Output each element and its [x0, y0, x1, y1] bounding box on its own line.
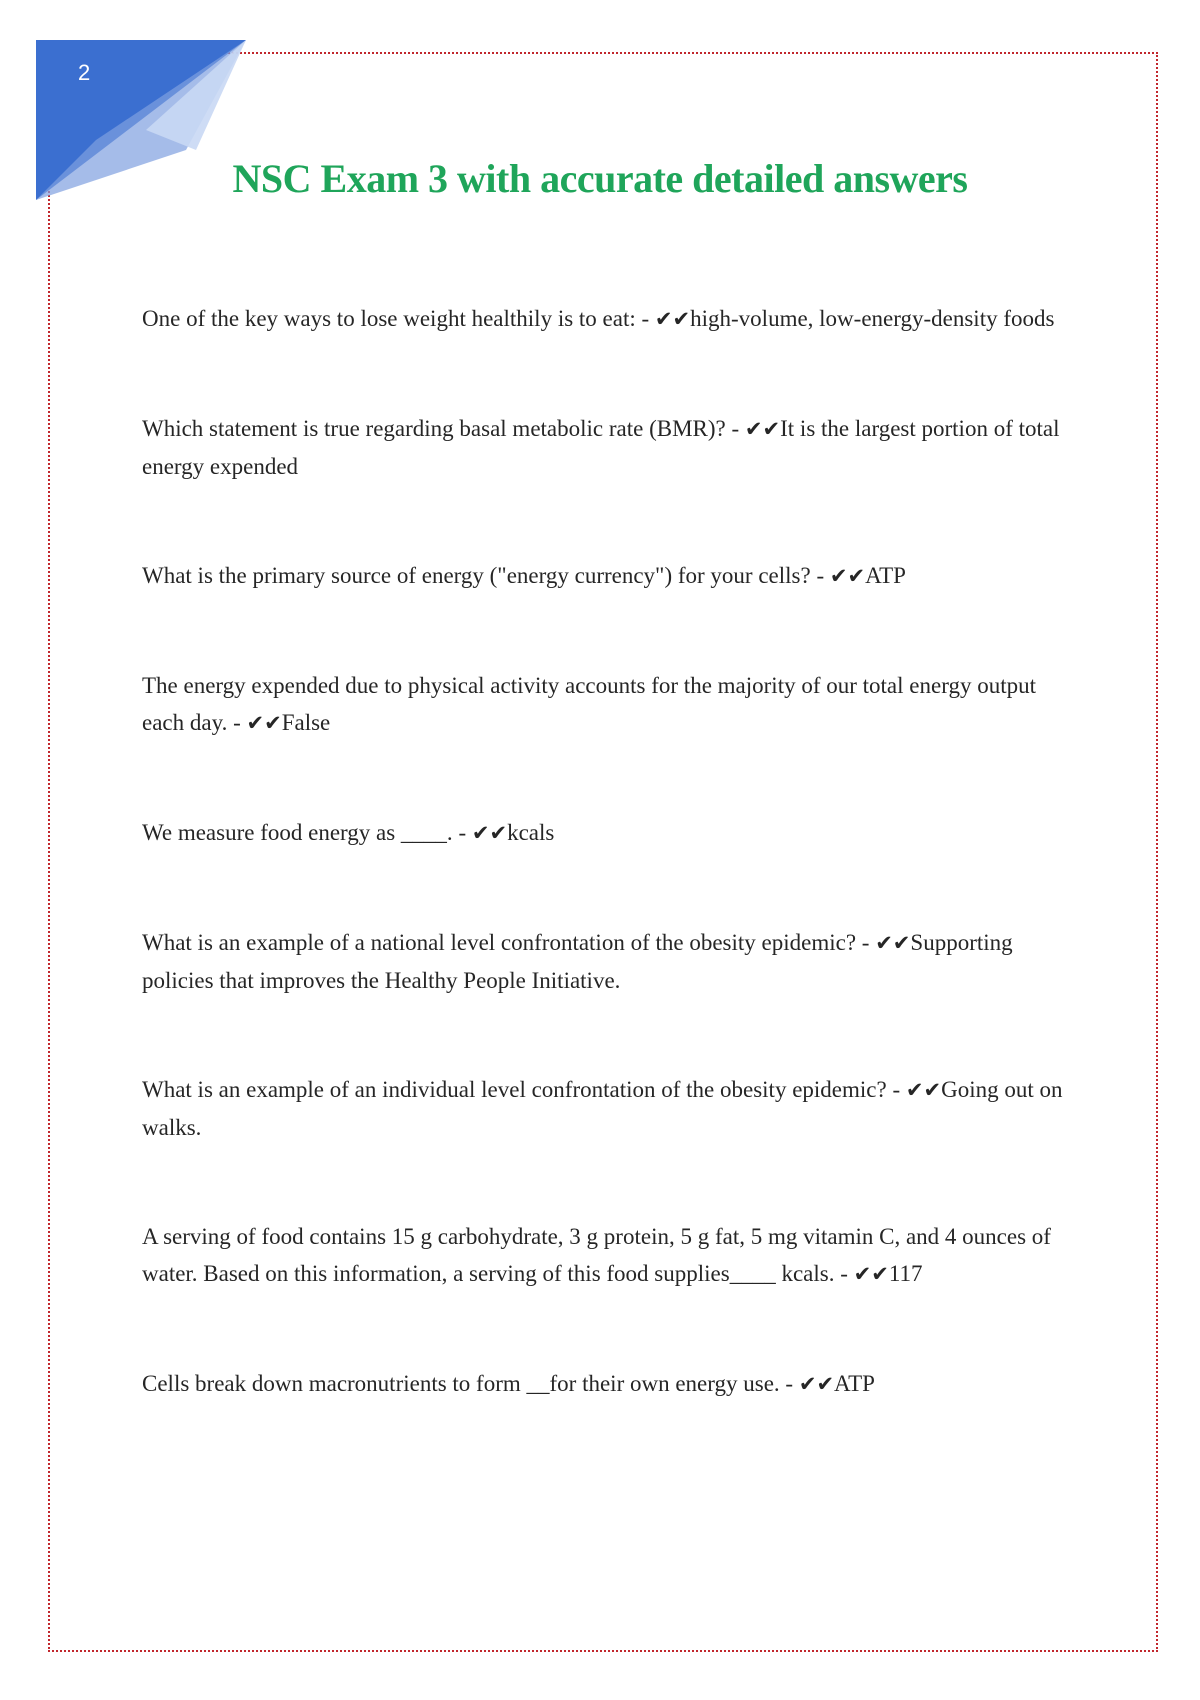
check-icon: ✔✔ — [798, 1372, 835, 1396]
answer-text: ATP — [865, 563, 906, 588]
check-icon: ✔✔ — [246, 711, 282, 735]
separator: - — [779, 1371, 799, 1396]
separator: - — [856, 930, 876, 955]
separator: - — [635, 306, 655, 331]
separator: - — [227, 710, 247, 735]
qa-item — [142, 667, 1082, 742]
qa-item — [142, 814, 1082, 852]
question-text: We measure food energy as ____. — [142, 820, 453, 845]
answer-text: It is the largest portion of total energy expended — [142, 416, 1060, 479]
answer-text: kcals — [507, 820, 555, 845]
answer-text: high-volume, low-energy-density foods — [690, 306, 1055, 331]
question-text: One of the key ways to lose weight healthily is to eat: — [142, 306, 636, 331]
separator: - — [834, 1261, 854, 1286]
qa-item — [142, 557, 1082, 595]
answer-text: ATP — [834, 1371, 875, 1396]
answer-text: 117 — [888, 1261, 923, 1286]
qa-item — [142, 1365, 1082, 1403]
qa-item — [142, 924, 1082, 999]
qa-item — [142, 1071, 1082, 1146]
answer-text: Supporting policies that improves the Healthy People Initiative. — [142, 930, 1013, 993]
answer-text: Going out on walks. — [142, 1077, 1063, 1140]
question-text: What is an example of an individual level confrontation of the obesity epidemic? — [142, 1077, 887, 1102]
check-icon: ✔✔ — [853, 1262, 889, 1286]
check-icon: ✔✔ — [744, 417, 781, 441]
check-icon: ✔✔ — [654, 307, 691, 331]
separator: - — [452, 820, 472, 845]
check-icon: ✔✔ — [905, 1078, 942, 1102]
question-text: The energy expended due to physical activity accounts for the majority of our total energy output each day. — [142, 673, 1036, 735]
separator: - — [810, 563, 830, 588]
question-text: What is an example of a national level confrontation of the obesity epidemic? — [142, 930, 857, 955]
check-icon: ✔✔ — [829, 564, 866, 588]
qa-item — [142, 1218, 1082, 1293]
check-icon: ✔✔ — [471, 821, 508, 845]
qa-list — [142, 300, 1082, 1475]
question-text: What is the primary source of energy ("energy currency") for your cells? — [142, 563, 811, 588]
qa-item — [142, 410, 1082, 485]
answer-text: False — [281, 710, 331, 735]
question-text: A serving of food contains 15 g carbohydrate, 3 g protein, 5 g fat, 5 mg vitamin C, and 4 ounces of water. Based on this information, a serving of this food supplies____ kcals. — [142, 1224, 1051, 1286]
page-title: NSC Exam 3 with accurate detailed answers — [232, 156, 968, 201]
qa-item — [142, 300, 1082, 338]
separator: - — [886, 1077, 906, 1102]
page-number: 2 — [78, 60, 91, 85]
check-icon: ✔✔ — [875, 931, 911, 955]
separator: - — [725, 416, 745, 441]
question-text: Which statement is true regarding basal metabolic rate (BMR)? — [142, 416, 726, 441]
question-text: Cells break down macronutrients to form __for their own energy use. — [142, 1371, 780, 1396]
